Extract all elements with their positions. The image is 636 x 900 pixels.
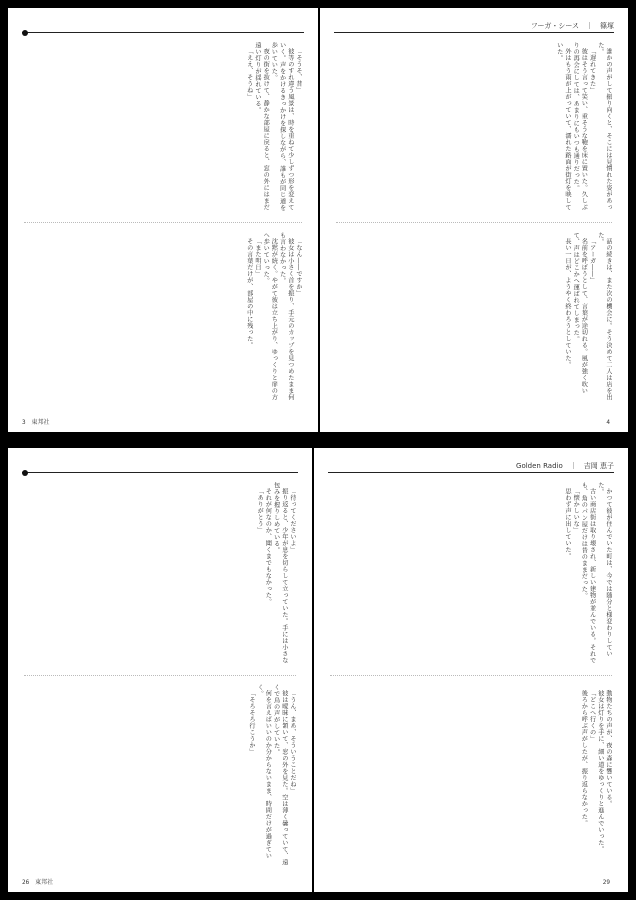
page-folio: [22, 877, 53, 886]
page-bottom-right: [314, 448, 628, 892]
folio-label: 東邦社: [35, 879, 54, 886]
paragraph: 「アーガ――」: [588, 238, 596, 284]
paragraph: 振り返ると、少年が息を切らして立っていた。手には小さな包みを握りしめている。: [272, 482, 288, 664]
folio-label: 東邦社: [31, 419, 50, 426]
page-header: [22, 460, 298, 476]
paragraph: 動物たちの声が、夜の森に響いている。: [605, 690, 612, 808]
paragraph: 彼女は灯りを手に、細い道をゆっくりと進んでいった。: [596, 690, 604, 853]
paragraph: 思わず声に出していた。: [563, 488, 571, 560]
page-folio: [603, 879, 614, 886]
paragraph: 「どこへ行くの」: [588, 690, 596, 743]
page-folio: [22, 417, 50, 426]
paragraph: 外はもう雨が上がっていて、濡れた路面が街灯を映していた。: [555, 42, 571, 211]
running-head: フーガ・シース ｜ 篠塚: [527, 22, 614, 31]
page-number: 4: [606, 419, 610, 426]
page-header: [334, 20, 614, 36]
header-dot: [22, 30, 28, 36]
paragraph: その言葉だけが、部屋の中に残った。: [245, 238, 253, 349]
paragraph: 「ええ、そうね」: [245, 48, 253, 101]
paragraph: 「待ってくださいよ」: [289, 488, 296, 554]
page-top-left: [8, 8, 318, 432]
paragraph: 夜の街を抜けて、静かな部屋に戻ると、窓の外にはまだ遠い灯りが揺れている。: [253, 42, 270, 211]
paragraph: 「また明日」: [253, 238, 261, 278]
page-number: 26: [22, 879, 30, 886]
text-tier-lower: [24, 232, 302, 404]
text-tier-upper: [330, 482, 612, 666]
paragraph: 長い一日が、ようやく終わろうとしていた。: [563, 238, 571, 369]
paragraph: 沈黙が続く。やがて彼は立ち上がり、ゆっくりと扉の方へ歩いていった。: [262, 232, 278, 401]
paragraph: 彼はそう言って笑い、重そうな鞄を床に置いた。久しぶりの再会にしては、あまりにもいつも通りだった。: [572, 42, 588, 211]
paragraph: 「ありがとう」: [256, 488, 264, 534]
paragraph: 「そうそ、昔」: [295, 48, 302, 94]
text-tier-upper: [336, 42, 612, 214]
paragraph: 古い商店街は取り壊され、新しい建物が並んでいる。それでも、角のパン屋だけは昔のままだった。: [580, 482, 596, 664]
paragraph: 何を言えばいいのか分からないまま、時間だけが過ぎていく。: [256, 684, 272, 860]
paragraph: 名前を呼ぼうとして、言葉が途切れる。風が強く吹いて、声はどこかへ運ばれてしまった。: [572, 232, 588, 395]
paragraph: 「そろそろ行こうか」: [247, 690, 255, 756]
paragraph: 誰かの声がして振り向くと、そこには見慣れた姿があった。: [596, 42, 612, 211]
page-header: [328, 460, 614, 476]
header-rule: [328, 472, 614, 473]
page-bottom-left: [8, 448, 312, 892]
paragraph: 彼女は小さく首を振り、手元のカップを見つめたまま何も言わなかった。: [278, 232, 294, 401]
paragraph: 彼は曖昧に頷いて、窓の外を見た。空は薄く曇っていて、遠くで鳥の声がしていた。: [272, 684, 288, 866]
header-rule: [334, 32, 614, 33]
tier-separator: [336, 222, 612, 223]
header-dot: [22, 470, 28, 476]
text-tier-upper: [24, 482, 296, 666]
paragraph: 「遅れてきた」: [588, 48, 596, 94]
text-tier-lower: [336, 232, 612, 404]
text-tier-lower: [330, 684, 612, 868]
paragraph: 「なん――ですか」: [295, 238, 302, 297]
paragraph: 「うん、まあ、そういうことだね」: [289, 690, 296, 795]
tier-separator: [24, 675, 296, 676]
header-rule: [22, 32, 304, 33]
running-head: Golden Radio ｜ 吉岡 恵子: [512, 462, 614, 471]
paragraph: 「懐かしいな」: [572, 488, 580, 534]
page-top-right: [320, 8, 628, 432]
paragraph: それが何なのか、聞くまでもなかった。: [264, 488, 272, 606]
page-number: 29: [602, 879, 610, 886]
paragraph: 後ろから呼ぶ声がしたが、振り返らなかった。: [580, 690, 588, 827]
paragraph: かつて彼が住んでいた町は、今では随分と様変わりしていた。: [596, 482, 612, 658]
header-rule: [22, 472, 298, 473]
page-folio: [606, 419, 614, 426]
page-number: 3: [22, 419, 26, 426]
paragraph: 話の続きは、また次の機会に。そう決めて二人は店を出た。: [596, 232, 612, 401]
paragraph: 彼等のすれ違う風景は、時を重ねて少しずつ形を変えていく。声をかけるきっかけを探しながら、誰もが同じ道を歩いていた。: [270, 42, 294, 211]
tier-separator: [24, 222, 302, 223]
text-tier-upper: [24, 42, 302, 214]
tier-separator: [330, 675, 612, 676]
text-tier-lower: [24, 684, 296, 868]
page-header: [22, 20, 304, 36]
